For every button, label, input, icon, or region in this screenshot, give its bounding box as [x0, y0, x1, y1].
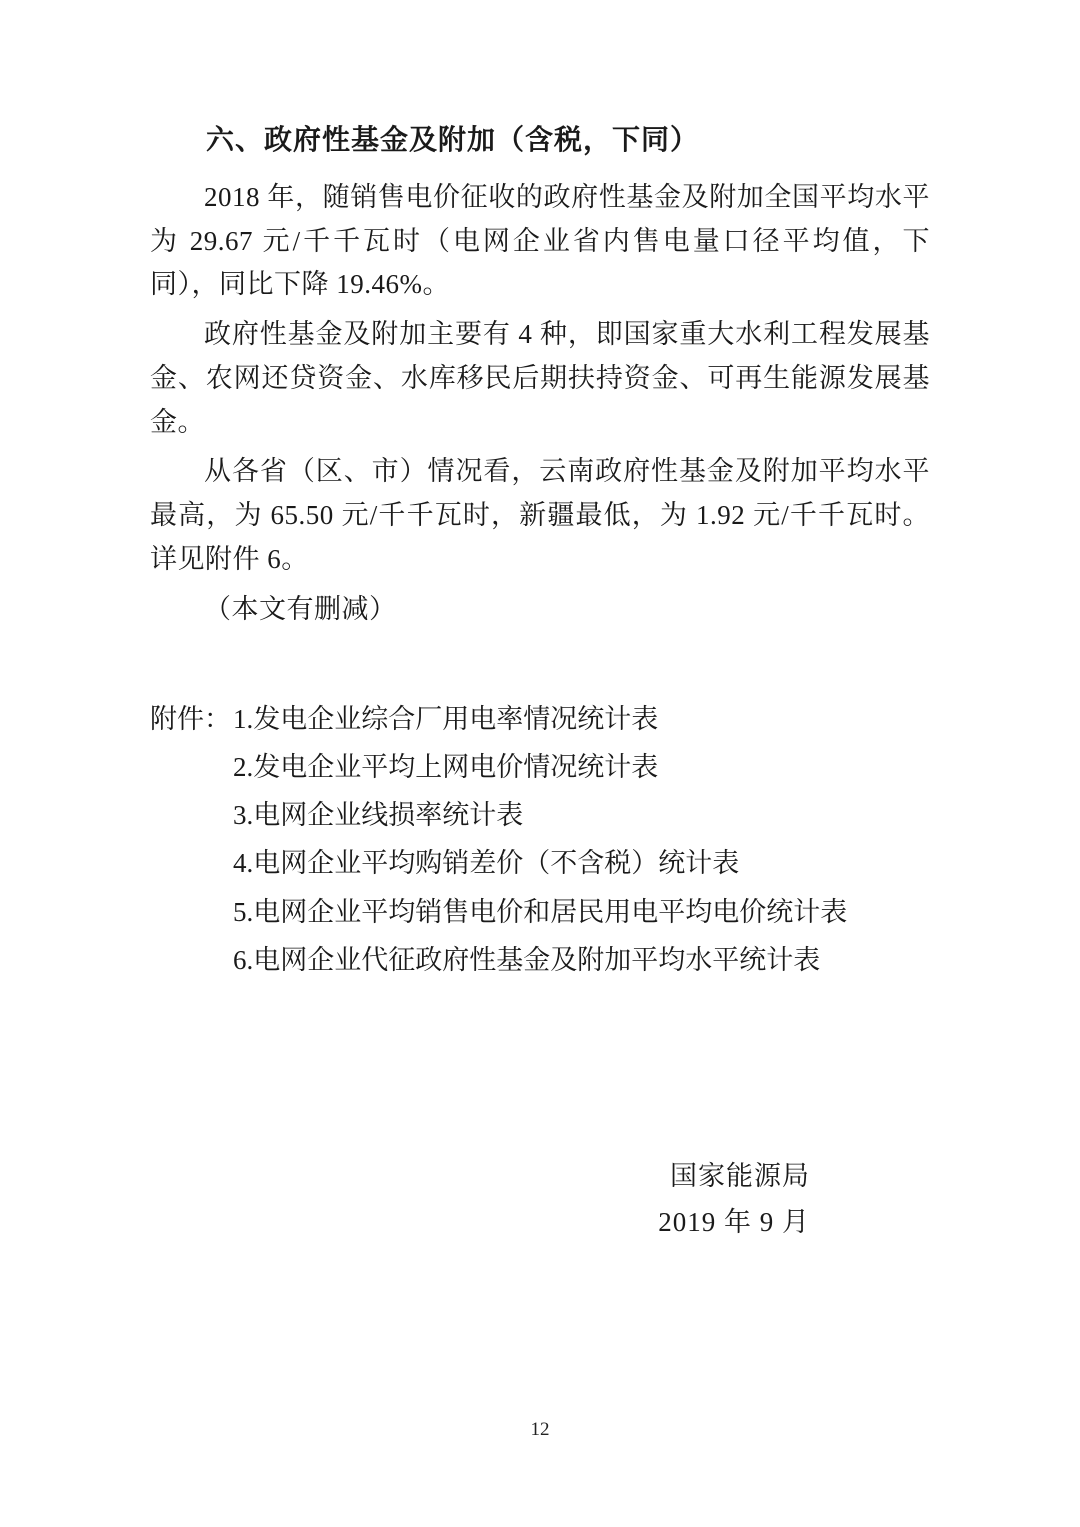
list-item: 1.发电企业综合厂用电率情况统计表 — [233, 704, 659, 735]
page-number: 12 — [530, 1419, 550, 1440]
document-body — [150, 120, 930, 1245]
list-item: 4.电网企业平均购销差价（不含税）统计表 — [233, 848, 740, 879]
signature-date: 2019 年 9 月 — [658, 1206, 810, 1237]
paragraph-province-comparison: 从各省（区、市）情况看，云南政府性基金及附加平均水平最高，为 65.50 元/千千瓦时，新疆最低，为 1.92 元/千千瓦时。详见附件 6。 — [150, 456, 930, 574]
signature-block — [150, 1154, 930, 1246]
paragraph-editorial-note: （本文有删减） — [204, 593, 397, 624]
list-item: 2.发电企业平均上网电价情况统计表 — [233, 752, 659, 783]
section-heading: 六、政府性基金及附加（含税，下同） — [206, 125, 700, 156]
attachments-list — [233, 695, 847, 983]
signature-organization: 国家能源局 — [670, 1160, 810, 1191]
attachments-label: 附件： — [150, 704, 231, 735]
attachments-block — [150, 695, 930, 983]
paragraph-fund-types: 政府性基金及附加主要有 4 种，即国家重大水利工程发展基金、农网还贷资金、水库移民后期扶持资金、可再生能源发展基金。 — [150, 319, 930, 437]
list-item: 3.电网企业线损率统计表 — [233, 800, 524, 831]
attachments-row — [150, 695, 930, 983]
list-item: 6.电网企业代征政府性基金及附加平均水平统计表 — [233, 944, 821, 975]
paragraph-average-level: 2018 年，随销售电价征收的政府性基金及附加全国平均水平为 29.67 元/千千瓦时（电网企业省内售电量口径平均值，下同），同比下降 19.46%。 — [150, 182, 930, 300]
list-item: 5.电网企业平均销售电价和居民用电平均电价统计表 — [233, 896, 848, 927]
